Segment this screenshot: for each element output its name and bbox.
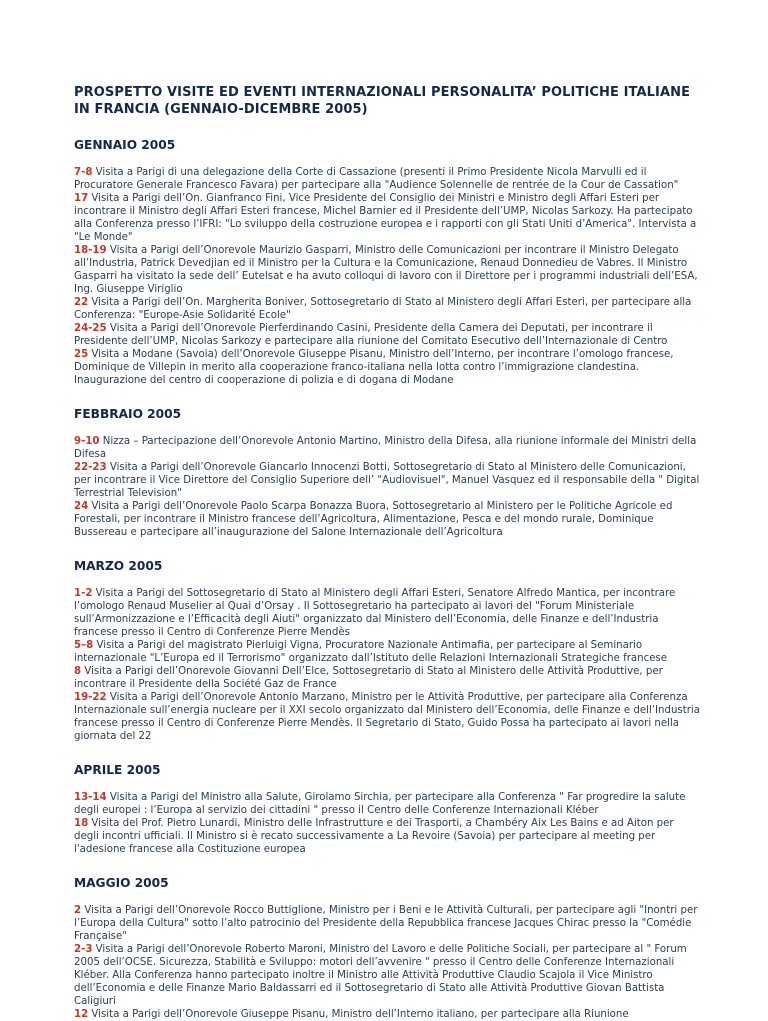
- event-description: Visita a Parigi dell’Onorevole Pierferdinando Casini, Presidente della Camera dei Deputati, per incontrare il Presidente dell’UMP, Nicolas Sarkozy e partecipare alla riunione del Comitato Esecutivo dell’Internazionale di Centro: [74, 323, 668, 347]
- event-description: Visita a Parigi dell’On. Margherita Boniver, Sottosegretario di Stato al Ministero degli Affari Esteri, per partecipare alla Conferenza: "Europe-Asie Solidarité Ecole": [74, 297, 692, 321]
- event-entry: [74, 348, 700, 387]
- month-heading: APRILE 2005: [74, 763, 161, 777]
- event-date: 7-8: [74, 167, 93, 178]
- event-entry: [74, 435, 700, 461]
- event-description: Visita a Parigi del Ministro alla Salute, Girolamo Sirchia, per partecipare alla Conferenza " Far progredire la salute degli europei : l’Europa al servizio dei cittadini " presso il Centro delle Conferenze Internazionali Kléber: [74, 792, 686, 816]
- month-section: [74, 763, 700, 856]
- event-entry: [74, 461, 700, 500]
- event-description: Visita a Parigi del Sottosegretario di Stato al Ministero degli Affari Esteri, Senatore Alfredo Mantica, per incontrare l’omologo Renaud Muselier al Quai d’Orsay . Il Sottosegretario ha partecipato ai lavori del "Forum Ministeriale sull’Armonizzazione e l’Efficacità degli Aiuti" organizzato dal Ministero dell’Economia, delle Finanze e dell’Industria francese presso il Centro di Conferenze Pierre Mendès: [74, 588, 676, 638]
- event-date: 22: [74, 297, 89, 308]
- event-date: 2: [74, 905, 82, 916]
- event-date: 18-19: [74, 245, 107, 256]
- event-entry: [74, 665, 700, 691]
- event-description: Visita a Parigi del magistrato Pierluigi Vigna, Procuratore Nazionale Antimafia, per partecipare al Seminario internazionale "L’Europa ed il Terrorismo" organizzato dall’Istituto delle Relazioni Internazionali Strategiche francese: [74, 640, 668, 664]
- event-entry: [74, 322, 700, 348]
- event-entry: [74, 791, 700, 817]
- event-entry: [74, 904, 700, 943]
- event-date: 2-3: [74, 944, 93, 955]
- event-entry: [74, 691, 700, 743]
- event-date: 8: [74, 666, 82, 677]
- event-entry: [74, 817, 700, 856]
- event-description: Visita a Parigi dell’Onorevole Giovanni Dell’Elce, Sottosegretario di Stato al Ministero delle Attività Produttive, per incontrare il Presidente della Société Gaz de France: [74, 666, 663, 690]
- event-date: 24-25: [74, 323, 107, 334]
- event-description: Visita a Parigi dell’Onorevole Antonio Marzano, Ministro per le Attività Produttive, per partecipare alla Conferenza Internazionale sull’energia nucleare per il XXI secolo organizzato dal Ministero dell’Economia, delle Finanze e dell’Industria francese presso il Centro di Conferenze Pierre Mendès. Il Segretario di Stato, Guido Possa ha partecipato ai lavori nella giornata del 22: [74, 692, 700, 742]
- event-date: 5–8: [74, 640, 94, 651]
- event-description: Visita a Parigi di una delegazione della Corte di Cassazione (presenti il Primo Presidente Nicola Marvulli ed il Procuratore Generale Francesco Favara) per partecipare alla "Audience Solennelle de rentrée de la Cour de Cassation": [74, 167, 679, 191]
- event-date: 12: [74, 1009, 89, 1020]
- month-heading: MARZO 2005: [74, 559, 163, 573]
- sections-container: [74, 138, 700, 1021]
- month-section: [74, 138, 700, 387]
- event-entry: [74, 166, 700, 192]
- event-date: 22-23: [74, 462, 107, 473]
- event-description: Visita a Parigi dell’Onorevole Rocco Buttiglione, Ministro per i Beni e le Attività Culturali, per partecipare agli "Inontri per l’Europa della Cultura" sotto l’alto patrocinio del Presidente della Repubblica francese Jacques Chirac presso la "Comédie Française": [74, 905, 698, 942]
- event-entry: [74, 244, 700, 296]
- event-entry: [74, 296, 700, 322]
- event-entry: [74, 1008, 700, 1021]
- event-description: Visita a Parigi dell’Onorevole Maurizio Gasparri, Ministro delle Comunicazioni per incontrare il Ministro Delegato all’Industria, Patrick Devedjian ed il Ministro per la Cultura e la Comunicazione, Renaud Donnedieu de Vabres. Il Ministro Gasparri ha visitato la sede dell’ Eutelsat e ha avuto colloqui di lavoro con il Direttore per i programmi industriali dell’ESA, Ing. Giuseppe Viriglio: [74, 245, 698, 295]
- event-entry: [74, 500, 700, 539]
- event-entry: [74, 587, 700, 639]
- month-heading: FEBBRAIO 2005: [74, 407, 182, 421]
- month-heading: MAGGIO 2005: [74, 876, 169, 890]
- month-section: [74, 559, 700, 743]
- event-entry: [74, 943, 700, 1008]
- event-description: Nizza – Partecipazione dell’Onorevole Antonio Martino, Ministro della Difesa, alla riunione informale dei Ministri della Difesa: [74, 436, 697, 460]
- event-description: Visita del Prof. Pietro Lunardi, Ministro delle Infrastrutture e dei Trasporti, a Chambéry Aix Les Bains e ad Aiton per degli incontri ufficiali. Il Ministro si è recato successivamente a La Revoire (Savoia) per partecipare al meeting per l'adesione francese alla Costituzione europea: [74, 818, 674, 855]
- month-section: [74, 407, 700, 539]
- event-date: 9-10: [74, 436, 100, 447]
- event-description: Visita a Parigi dell’On. Gianfranco Fini, Vice Presidente del Consiglio dei Ministri e Ministro degli Affari Esteri per incontrare il Ministro degli Affari Esteri francese, Michel Barnier ed il Presidente dell’UMP, Nicolas Sarkozy. Ha partecipato alla Conferenza presso l’IFRI: "Lo sviluppo della costruzione europea e i rapporti con gli Stati Uniti d’America". Intervista a "Le Monde": [74, 193, 697, 243]
- event-date: 18: [74, 818, 89, 829]
- event-description: Visita a Parigi dell’Onorevole Paolo Scarpa Bonazza Buora, Sottosegretario al Ministero per le Politiche Agricole ed Forestali, per incontrare il Ministro francese dell’Agricoltura, Alimentazione, Pesca e del mondo rurale, Dominique Bussereau e partecipare all’inaugurazione del Salone Internazionale dell’Agricoltura: [74, 501, 673, 538]
- month-section: [74, 876, 700, 1021]
- month-heading: GENNAIO 2005: [74, 138, 176, 152]
- event-entry: [74, 192, 700, 244]
- event-entry: [74, 639, 700, 665]
- event-date: 1-2: [74, 588, 93, 599]
- event-date: 19-22: [74, 692, 107, 703]
- event-description: Visita a Parigi dell’Onorevole Giuseppe Pisanu, Ministro dell’Interno italiano, per partecipare alla Riunione: [88, 1009, 629, 1020]
- event-date: 17: [74, 193, 89, 204]
- event-description: Visita a Modane (Savoia) dell’Onorevole Giuseppe Pisanu, Ministro dell’Interno, per incontrare l’omologo francese, Dominique de Villepin in merito alla cooperazione franco-italiana nella lotta contro l’immigrazione clandestina. Inaugurazione del centro di cooperazione di polizia e di dogana di Modane: [74, 349, 674, 386]
- event-date: 25: [74, 349, 89, 360]
- event-date: 13-14: [74, 792, 107, 803]
- document-title: PROSPETTO VISITE ED EVENTI INTERNAZIONALI PERSONALITA’ POLITICHE ITALIANE IN FRANCIA (GENNAIO-DICEMBRE 2005): [74, 85, 691, 117]
- event-date: 24: [74, 501, 89, 512]
- event-description: Visita a Parigi dell’Onorevole Roberto Maroni, Ministro del Lavoro e delle Politiche Sociali, per partecipare al " Forum 2005 dell’OCSE. Sicurezza, Stabilità e Sviluppo: motori dell’avvenire " presso il Centro delle Conferenze Internazionali Kléber. Alla Conferenza hanno partecipato inoltre il Ministro alle Attività Produttive Claudio Scajola il Vice Ministro dell’Economia e delle Finanze Mario Baldassarri ed il Sottosegretario di Stato alle Attività Produttive Giovan Battista Caligiuri: [74, 944, 687, 1007]
- event-description: Visita a Parigi dell’Onorevole Giancarlo Innocenzi Botti, Sottosegretario di Stato al Ministero delle Comunicazioni, per incontrare il Vice Direttore del Consiglio Superiore dell’ "Audiovisuel", Manuel Vasquez ed il responsabile della " Digital Terrestrial Television": [74, 462, 700, 499]
